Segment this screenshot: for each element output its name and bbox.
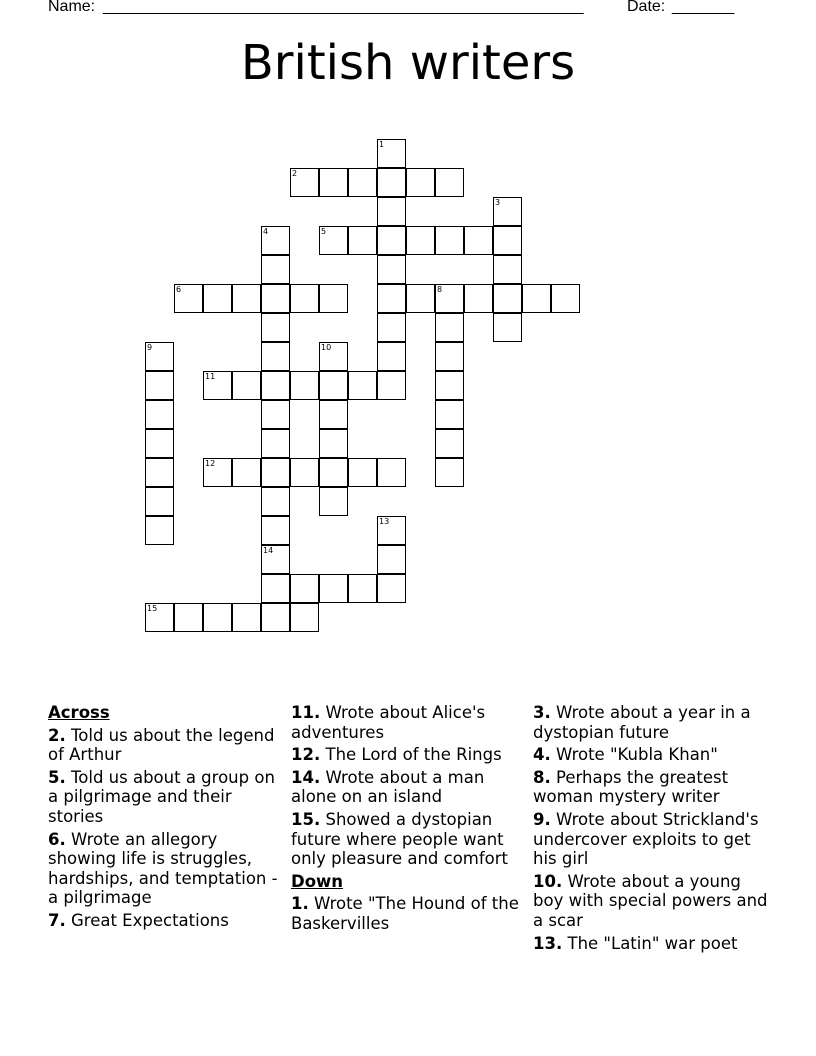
page-title: British writers [240,35,576,91]
crossword-cell[interactable] [406,284,435,313]
crossword-cell[interactable] [377,284,406,313]
crossword-cell[interactable] [319,429,348,458]
crossword-cell[interactable] [203,458,232,487]
crossword-cell[interactable] [377,371,406,400]
crossword-cell[interactable] [232,603,261,632]
clue-across-5: 5. Told us about a group on a pilgrimage and their stories [48,767,275,826]
crossword-cell[interactable] [319,371,348,400]
crossword-cell[interactable] [145,603,174,632]
clue-number: 1 [379,140,385,149]
clue-column-3 [533,703,769,956]
crossword-cell[interactable] [377,197,406,226]
crossword-cell[interactable] [145,458,174,487]
crossword-cell[interactable] [261,400,290,429]
crossword-cell[interactable] [406,226,435,255]
crossword-cell[interactable] [261,603,290,632]
crossword-cell[interactable] [348,226,377,255]
crossword-cell[interactable] [435,226,464,255]
clue-number: 12 [205,459,216,468]
crossword-cell[interactable] [290,458,319,487]
clue-number: 13 [379,517,390,526]
crossword-cell[interactable] [435,400,464,429]
crossword-cell[interactable] [232,284,261,313]
crossword-cell[interactable] [232,458,261,487]
crossword-cell[interactable] [145,342,174,371]
crossword-cell[interactable] [290,284,319,313]
crossword-cell[interactable] [406,168,435,197]
clue-down-4: 4. Wrote "Kubla Khan" [533,745,718,765]
clue-down-3: 3. Wrote about a year in a dystopian future [533,703,751,742]
crossword-cell[interactable] [348,574,377,603]
crossword-cell[interactable] [319,284,348,313]
clue-across-15: 15. Showed a dystopian future where people want only pleasure and comfort [291,809,509,869]
crossword-cell[interactable] [145,400,174,429]
name-field[interactable]: ______________________________________________________ [103,0,584,15]
crossword-cell[interactable] [261,487,290,516]
crossword-cell[interactable] [232,371,261,400]
clue-down-8: 8. Perhaps the greatest woman mystery writer [533,767,729,807]
crossword-cell[interactable] [493,197,522,226]
crossword-cell[interactable] [435,313,464,342]
crossword-cell[interactable] [174,284,203,313]
crossword-cell[interactable] [319,574,348,603]
crossword-cell[interactable] [319,458,348,487]
crossword-cell[interactable] [145,371,174,400]
crossword-cell[interactable] [493,284,522,313]
crossword-cell[interactable] [290,371,319,400]
crossword-cell[interactable] [435,342,464,371]
clue-across-2: 2. Told us about the legend of Arthur [48,725,275,765]
clue-down-9: 9. Wrote about Strickland's undercover exploits to get his girl [533,809,759,869]
crossword-cell[interactable] [261,371,290,400]
clue-number: 11 [205,372,216,381]
clue-down-1: 1. Wrote "The Hound of the Baskervilles [291,894,519,933]
crossword-cell[interactable] [377,139,406,168]
crossword-cell[interactable] [261,458,290,487]
crossword-cell[interactable] [203,371,232,400]
clue-across-14: 14. Wrote about a man alone on an island [291,767,485,807]
crossword-cell[interactable] [377,168,406,197]
crossword-cell[interactable] [493,255,522,284]
crossword-cell[interactable] [464,226,493,255]
crossword-cell[interactable] [290,603,319,632]
clue-number: 9 [147,343,153,352]
crossword-cell[interactable] [203,603,232,632]
crossword-cell[interactable] [261,313,290,342]
clue-column-1 [48,703,284,934]
crossword-cell[interactable] [261,545,290,574]
crossword-cell[interactable] [145,487,174,516]
clue-across-7: 7. Great Expectations [48,910,229,930]
clue-number: 10 [321,343,332,352]
crossword-cell[interactable] [377,226,406,255]
crossword-cell[interactable] [319,487,348,516]
crossword-cell[interactable] [261,284,290,313]
crossword-cell[interactable] [464,284,493,313]
crossword-cell[interactable] [493,226,522,255]
crossword-cell[interactable] [261,429,290,458]
crossword-cell[interactable] [319,226,348,255]
crossword-cell[interactable] [261,574,290,603]
crossword-cell[interactable] [493,313,522,342]
crossword-cell[interactable] [203,284,232,313]
crossword-cell[interactable] [435,429,464,458]
clue-number: 15 [147,604,158,613]
crossword-cell[interactable] [377,313,406,342]
crossword-cell[interactable] [145,429,174,458]
crossword-cell[interactable] [174,603,203,632]
clue-number: 2 [292,169,298,178]
clue-number: 4 [263,227,269,236]
crossword-cell[interactable] [290,168,319,197]
crossword-cell[interactable] [435,371,464,400]
crossword-cell[interactable] [261,342,290,371]
across-heading: Across [48,703,110,722]
clue-across-6: 6. Wrote an allegory showing life is struggles, hardships, and temptation - a pilgrimage [48,829,278,908]
crossword-cell[interactable] [261,516,290,545]
crossword-cell[interactable] [435,168,464,197]
date-field[interactable]: _______ [672,0,735,15]
crossword-cell[interactable] [290,574,319,603]
crossword-cell[interactable] [377,342,406,371]
crossword-cell[interactable] [377,545,406,574]
crossword-cell[interactable] [377,516,406,545]
clue-number: 14 [263,546,274,555]
crossword-cell[interactable] [435,458,464,487]
crossword-cell[interactable] [319,342,348,371]
crossword-cell[interactable] [261,226,290,255]
date-label: Date: [627,0,666,15]
clue-number: 3 [495,198,501,207]
clue-down-13: 13. The "Latin" war poet [533,933,738,953]
crossword-cell[interactable] [377,458,406,487]
crossword-cell[interactable] [319,400,348,429]
clue-number: 5 [321,227,327,236]
crossword-cell[interactable] [261,255,290,284]
name-label: Name: [48,0,96,15]
clue-across-12: 12. The Lord of the Rings [291,745,502,765]
crossword-cell[interactable] [377,574,406,603]
crossword-cell[interactable] [522,284,551,313]
clue-number: 6 [176,285,182,294]
clue-number: 8 [437,285,443,294]
crossword-cell[interactable] [377,255,406,284]
crossword-cell[interactable] [435,284,464,313]
crossword-cell[interactable] [348,458,377,487]
clue-down-10: 10. Wrote about a young boy with special powers and a scar [533,871,768,930]
crossword-cell[interactable] [551,284,580,313]
down-heading: Down [291,871,344,891]
crossword-cell[interactable] [145,516,174,545]
crossword-cell[interactable] [348,168,377,197]
clue-column-2 [291,703,527,937]
crossword-cell[interactable] [319,168,348,197]
crossword-cell[interactable] [348,371,377,400]
clue-across-11: 11. Wrote about Alice's adventures [291,703,486,742]
